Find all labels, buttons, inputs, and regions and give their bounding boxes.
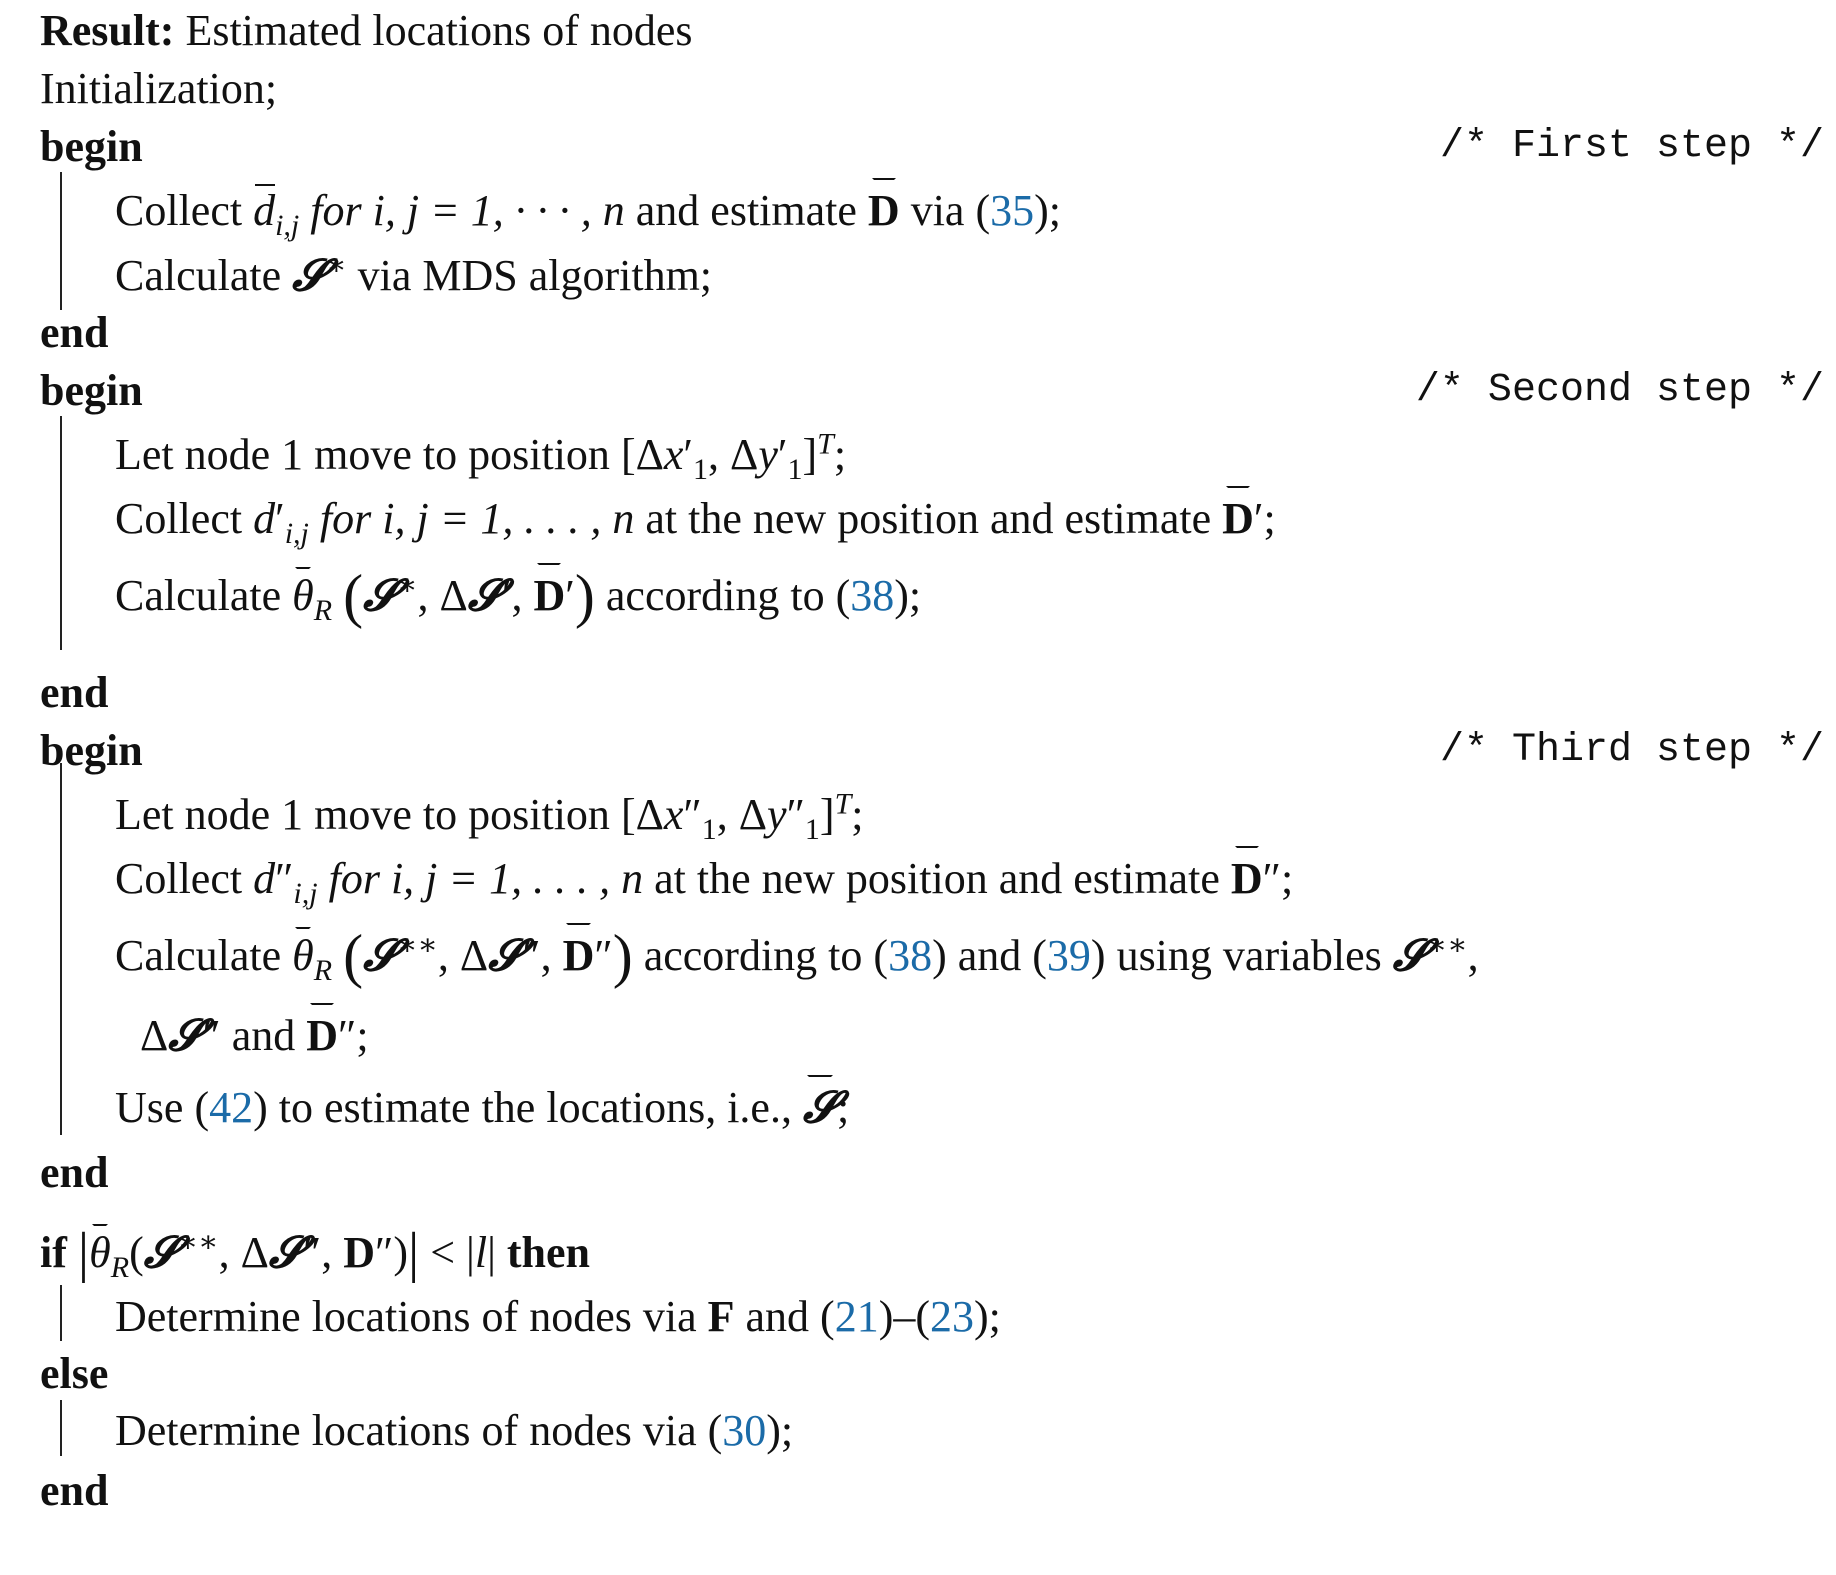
at-new-text: at the new position and estimate [654,854,1220,903]
begin-keyword: begin [40,366,143,415]
block-bar-first [60,172,62,310]
determine-text: Determine locations of nodes via [115,1406,697,1455]
determine-text: Determine locations of nodes via [115,1292,697,1341]
ref-38-link[interactable]: 38 [888,931,933,980]
end-keyword: end [40,1466,109,1515]
for-ij: for i, j = 1, . . . , n [328,854,644,903]
third-step-line-1: Let node 1 move to position [$\Delta x''_1$, $\Delta y''_1]^T$; [115,787,864,846]
begin-second-line [40,360,1824,422]
if-keyword: if [40,1228,67,1277]
else-body-line: Determine locations of nodes via (30); [115,1406,794,1455]
if-body-line: Determine locations of nodes via F and (21)–(23); [115,1292,1001,1341]
for-ij: for i, j = 1, . . . , n [319,494,635,543]
end-second-line [40,662,1824,724]
math-theta-hat: θ [292,565,314,627]
math-sub-ij: i,j [275,208,300,242]
to-estimate-text: to estimate the locations, i.e., [278,1083,792,1132]
calculate-word: Calculate [115,931,282,980]
begin-keyword: begin [40,726,143,775]
math-S: 𝓢 [292,251,327,300]
third-step-line-2: Collect $d''_{i,j}$ for i, j = 1, . . . , n at the new position and estimate D″; [115,848,1824,910]
comment-first-step: /* First step */ [1439,124,1824,169]
then-keyword: then [506,1228,591,1277]
third-step-line-4: Use (42) to estimate the locations, i.e., 𝓢; [115,1077,1824,1139]
result-line [40,0,1824,62]
and-word: and [745,1292,810,1341]
else-line [40,1343,1824,1405]
block-bar-second [60,416,62,650]
second-step-line-1: Let node 1 move to position [$\Delta x'_1$, $\Delta y'_1]^T$; [115,427,847,486]
first-step-line-1: Collect $d_{i,j}$ for i, j = 1, · · · , n and estimate D via (35); [115,180,1824,242]
second-step-line-3: Calculate $\theta_R$ (𝓢∗, Δ𝓢′, D′) according to (38); [115,563,922,629]
end-keyword: end [40,308,109,357]
init-line [40,58,1824,120]
first-step-line-2 [115,245,1824,307]
use-word: Use [115,1083,184,1132]
and-word: and [231,1011,296,1060]
according-to-text: according to [605,571,825,620]
math-F: F [707,1292,735,1341]
collect-word: Collect [115,494,243,543]
init-text: Initialization; [40,64,278,113]
comment-second-step: /* Second step */ [1415,368,1824,413]
block-bar-third [60,763,62,1135]
begin-third-line [40,720,1824,782]
result-text: Estimated locations of nodes [185,6,693,55]
block-bar-else [60,1400,62,1456]
if-line: if $|\theta_R(𝓢^{∗∗}$, Δ𝓢″, D″)| < |l| then [40,1222,591,1284]
else-keyword: else [40,1349,109,1398]
comment-third-step: /* Third step */ [1439,728,1824,773]
let-move-text: Let node 1 move to position [115,790,610,839]
second-step-line-2: Collect $d'_{i,j}$ for i, j = 1, . . . , n at the new position and estimate D′; [115,488,1824,550]
using-vars-text: using variables [1116,931,1382,980]
collect-word: Collect [115,186,243,235]
let-move-text: Let node 1 move to position [115,430,610,479]
ref-35-link[interactable]: 35 [990,186,1035,235]
third-step-line-3-cont: Δ𝓢″ and D″; [140,1005,1824,1067]
end-keyword: end [40,668,109,717]
begin-keyword: begin [40,122,143,171]
ref-39-link[interactable]: 39 [1046,931,1091,980]
calculate-word: Calculate [115,251,282,300]
at-new-text: at the new position and estimate [645,494,1212,543]
for-ij-dots: for i, j = 1, · · · , n [310,186,625,235]
and-word: and [957,931,1022,980]
via-mds-text: via MDS algorithm; [357,251,713,300]
result-label: Result: [40,6,175,55]
end-first-line [40,302,1824,364]
ref-23-link[interactable]: 23 [930,1292,974,1341]
math-D-hat: D [868,180,900,242]
collect-word: Collect [115,854,243,903]
end-third-line [40,1142,1824,1204]
according-to-text: according to [643,931,863,980]
math-D-hat-dprime: D [1231,848,1263,910]
end-keyword: end [40,1148,109,1197]
ref-42-link[interactable]: 42 [209,1083,254,1132]
ref-38-link[interactable]: 38 [850,571,895,620]
begin-first-line [40,116,1824,178]
ref-21-link[interactable]: 21 [834,1292,879,1341]
math-D-hat-prime: D [1222,488,1254,550]
math-S-hat: 𝓢 [803,1077,837,1139]
math-d-bar: d [253,180,275,242]
ref-30-link[interactable]: 30 [722,1406,767,1455]
math-sup-star: ∗ [326,248,347,282]
via-word: via [910,186,965,235]
third-step-line-3: Calculate $\theta_R$ (𝓢∗∗, Δ𝓢″, D″) according to (38) and (39) using variables 𝓢∗∗, [115,923,1479,989]
end-final-line [40,1460,1824,1522]
block-bar-if [60,1285,62,1341]
calculate-word: Calculate [115,571,282,620]
and-estimate-word: and estimate [635,186,857,235]
